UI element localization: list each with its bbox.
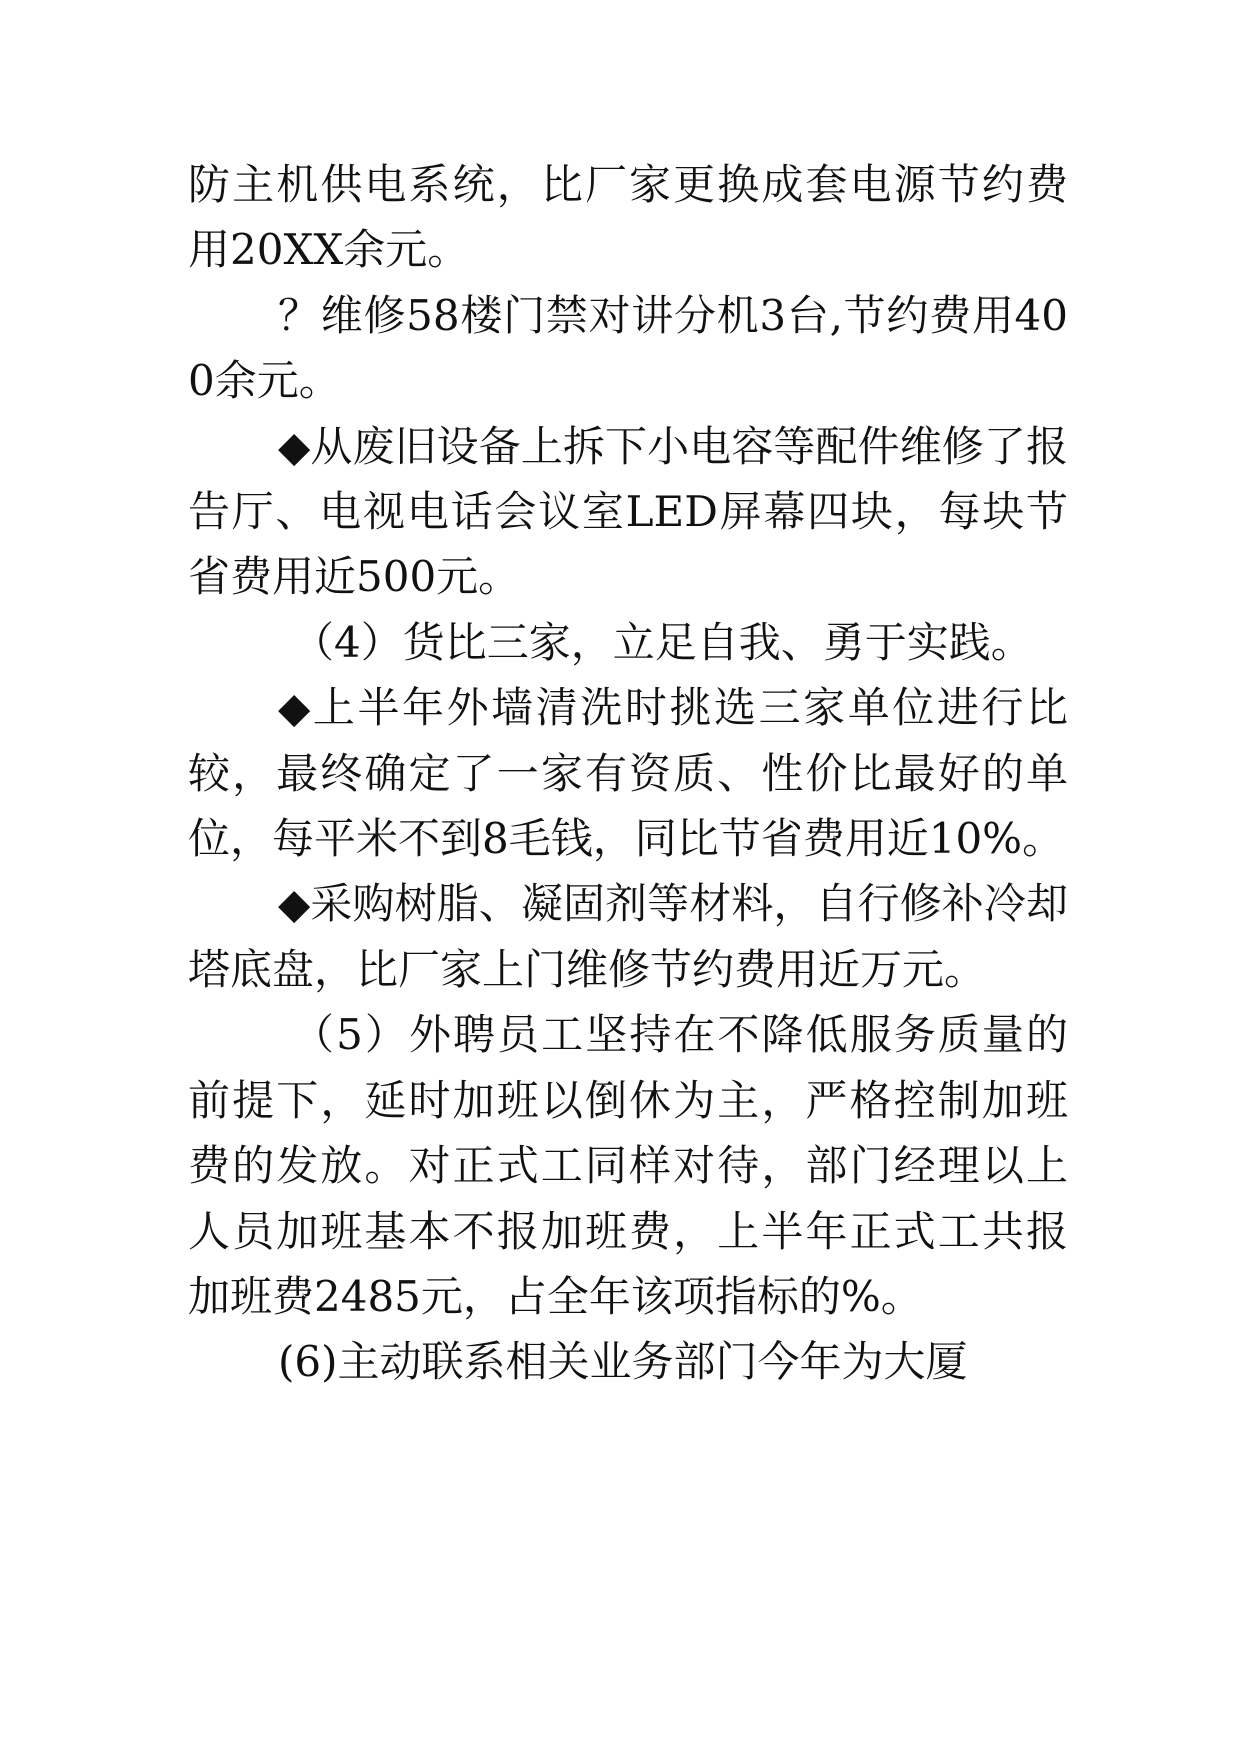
paragraph-overtime-control: （5）外聘员工坚持在不降低服务质量的前提下，延时加班以倒休为主，严格控制加班费的发放。对正式工同样对待，部门经理以上人员加班基本不报加班费，上半年正式工共报加班费2485元，占全年该项指标的%。 <box>188 1010 1068 1321</box>
section-heading-4: （4）货比三家，立足自我、勇于实践。 <box>292 617 1033 667</box>
paragraph-wall-cleaning: ◆上半年外墙清洗时挑选三家单位进行比较，最终确定了一家有资质、性价比最好的单位，每平米不到8毛钱，同比节省费用近10%。 <box>188 683 1068 864</box>
paragraph-led-screen-repair: ◆从废旧设备上拆下小电容等配件维修了报告厅、电视电话会议室LED屏幕四块，每块节省费用近500元。 <box>188 421 1068 602</box>
document-body <box>188 152 1068 1395</box>
paragraph-power-system-savings: 防主机供电系统，比厂家更换成套电源节约费用20XX余元。 <box>188 160 1068 275</box>
paragraph-intercom-repair: ？维修58楼门禁对讲分机3台,节约费用400余元。 <box>188 290 1068 406</box>
paragraph-cooling-tower-repair: ◆采购树脂、凝固剂等材料，自行修补冷却塔底盘，比厂家上门维修节约费用近万元。 <box>188 879 1068 994</box>
paragraph-business-contact: (6)主动联系相关业务部门今年为大厦 <box>278 1337 968 1387</box>
